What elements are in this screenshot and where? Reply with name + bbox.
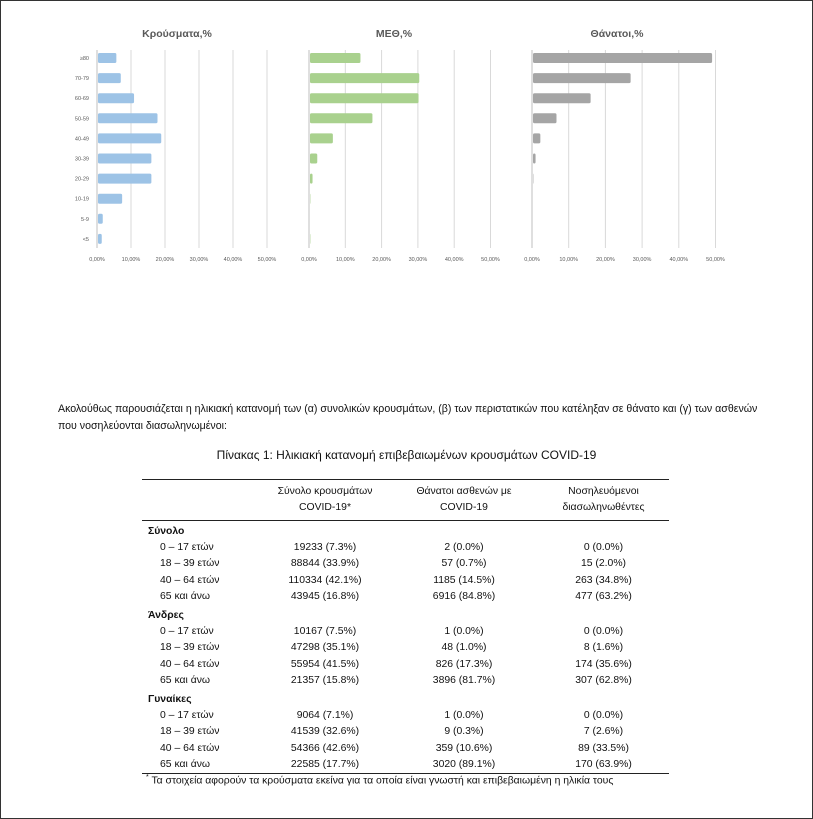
age-group-cell: 18 – 39 ετών <box>160 726 220 738</box>
bar <box>310 133 333 143</box>
value-cell: 2 (0.0%) <box>444 542 484 554</box>
age-group-cell: 40 – 64 ετών <box>160 658 220 670</box>
value-cell: 0 (0.0%) <box>583 542 624 554</box>
y-tick-label: 5-9 <box>81 216 89 223</box>
group-row <box>142 689 669 707</box>
footnote: * Τα στοιχεία αφορούν τα κρούσματα εκείνα για τα οποία είναι γνωστή και επιβεβαιωμένη η ηλικία τους <box>146 774 614 787</box>
col-header-deaths: Θάνατοι ασθενών με COVID-19 <box>416 486 512 513</box>
table-row <box>142 740 669 756</box>
bar <box>98 234 102 244</box>
age-distribution-charts <box>0 0 813 280</box>
value-cell: 307 (62.8%) <box>575 675 632 687</box>
bar <box>98 113 158 123</box>
value-cell: 54366 (42.6%) <box>290 742 360 754</box>
value-cell: 826 (17.3%) <box>435 658 493 670</box>
bar <box>310 154 317 164</box>
y-tick-label: 30-39 <box>74 156 89 163</box>
x-tick-label: 50,00% <box>481 257 500 263</box>
age-group-cell: 65 και άνω <box>160 675 211 687</box>
value-cell: 41539 (32.6%) <box>290 726 360 738</box>
bar <box>98 73 121 83</box>
table-row <box>142 673 669 689</box>
value-cell: 477 (63.2%) <box>575 591 632 603</box>
age-group-cell: 40 – 64 ετών <box>160 574 220 586</box>
age-group-cell: 40 – 64 ετών <box>160 742 220 754</box>
value-cell: 48 (1.0%) <box>441 642 487 654</box>
chart-title: Κρούσματα,% <box>142 28 212 40</box>
x-tick-label: 10,00% <box>335 257 355 263</box>
value-cell: 15 (2.0%) <box>580 558 627 570</box>
value-cell: 9064 (7.1%) <box>296 709 354 721</box>
value-cell: 9 (0.3%) <box>444 726 484 738</box>
value-cell: 3896 (81.7%) <box>432 675 496 687</box>
intro-paragraph: Ακολούθως παρουσιάζεται η ηλικιακή κατανομή των (α) συνολικών κρουσμάτων, (β) των περιστατικών που κατέληξαν σε θάνατο και (γ) των ασθενών που νοσηλεύονται διασωληνωμένοι: <box>58 403 758 432</box>
x-tick-label: 30,00% <box>189 257 209 263</box>
bar <box>533 113 556 123</box>
y-tick-label: 50-59 <box>74 116 89 123</box>
bar <box>533 53 712 63</box>
bar <box>98 53 116 63</box>
y-tick-label: 20-29 <box>74 176 89 183</box>
y-tick-label: 10-19 <box>74 196 89 203</box>
bar <box>98 93 134 103</box>
x-tick-label: 10,00% <box>121 257 141 263</box>
bar <box>98 194 122 204</box>
value-cell: 7 (2.6%) <box>583 726 624 738</box>
value-cell: 47298 (35.1%) <box>290 642 360 654</box>
x-tick-label: 20,00% <box>372 257 391 263</box>
y-tick-label: 60-69 <box>74 96 89 103</box>
value-cell: 57 (0.7%) <box>441 558 487 570</box>
table-row <box>142 724 669 740</box>
table-row <box>142 707 669 723</box>
col-header-cases: Σύνολο κρουσμάτων COVID-19* <box>277 486 373 513</box>
value-cell: 263 (34.8%) <box>575 574 632 586</box>
age-group-cell: 0 – 17 ετών <box>160 709 214 721</box>
bar <box>533 93 591 103</box>
table-row <box>142 756 669 773</box>
bar <box>310 73 419 83</box>
bar <box>310 113 372 123</box>
value-cell: 1185 (14.5%) <box>433 574 495 586</box>
bar <box>310 53 360 63</box>
x-tick-label: 40,00% <box>444 257 464 263</box>
chart-title: Θάνατοι,% <box>590 28 644 40</box>
table-row <box>142 556 669 572</box>
value-cell: 170 (63.9%) <box>575 759 632 771</box>
x-tick-label: 30,00% <box>408 257 428 263</box>
table-row <box>142 640 669 656</box>
age-group-cell: 65 και άνω <box>160 591 211 603</box>
value-cell: 88844 (33.9%) <box>290 558 360 570</box>
value-cell: 359 (10.6%) <box>435 742 493 754</box>
value-cell: 19233 (7.3%) <box>293 542 357 554</box>
bar <box>98 174 151 184</box>
bar <box>310 93 419 103</box>
y-tick-label: ≥80 <box>79 56 89 62</box>
table-row <box>142 623 669 639</box>
table-row <box>142 656 669 672</box>
value-cell: 3020 (89.1%) <box>432 759 496 771</box>
x-tick-label: 10,00% <box>559 257 579 263</box>
table-header-row <box>142 480 669 521</box>
bar <box>98 154 151 164</box>
bar <box>98 214 103 224</box>
chart-title: ΜΕΘ,% <box>375 28 413 40</box>
table-row <box>142 539 669 555</box>
value-cell: 89 (33.5%) <box>578 742 629 754</box>
age-distribution-table <box>142 479 669 774</box>
y-tick-label: 40-49 <box>74 136 89 143</box>
x-tick-label: 50,00% <box>257 257 277 263</box>
age-group-cell: 65 και άνω <box>160 759 211 771</box>
group-row <box>142 521 669 540</box>
x-tick-label: 20,00% <box>596 257 615 263</box>
age-group-cell: 18 – 39 ετών <box>160 558 220 570</box>
group-row <box>142 605 669 623</box>
age-group-cell: 0 – 17 ετών <box>160 542 214 554</box>
value-cell: 8 (1.6%) <box>583 642 624 654</box>
table-row <box>142 589 669 605</box>
table-caption: Πίνακας 1: Ηλικιακή κατανομή επιβεβαιωμένων κρουσμάτων COVID-19 <box>216 448 597 462</box>
value-cell: 110334 (42.1%) <box>288 574 362 586</box>
value-cell: 1 (0.0%) <box>444 626 484 638</box>
bar <box>533 73 631 83</box>
value-cell: 22585 (17.7%) <box>290 759 360 771</box>
value-cell: 55954 (41.5%) <box>290 658 360 670</box>
x-tick-label: 30,00% <box>632 257 652 263</box>
x-tick-label: 50,00% <box>706 257 725 263</box>
value-cell: 1 (0.0%) <box>444 709 484 721</box>
group-label: Άνδρες <box>148 609 184 621</box>
value-cell: 174 (35.6%) <box>575 658 632 670</box>
y-tick-label: 70-79 <box>74 76 89 83</box>
group-label: Γυναίκες <box>148 693 192 705</box>
bar <box>98 133 161 143</box>
value-cell: 0 (0.0%) <box>583 626 624 638</box>
bar <box>310 174 313 184</box>
x-tick-label: 40,00% <box>223 257 243 263</box>
value-cell: 43945 (16.8%) <box>290 591 360 603</box>
x-tick-label: 0,00% <box>301 257 317 263</box>
bar <box>533 133 540 143</box>
table-row <box>142 572 669 588</box>
group-label: Σύνολο <box>148 525 185 537</box>
bar <box>533 154 536 164</box>
x-tick-label: 20,00% <box>155 257 175 263</box>
x-tick-label: 0,00% <box>89 257 105 263</box>
age-group-cell: 0 – 17 ετών <box>160 626 214 638</box>
value-cell: 10167 (7.5%) <box>293 626 357 638</box>
age-group-cell: 18 – 39 ετών <box>160 642 220 654</box>
col-header-intubated: Νοσηλευόμενοι διασωληνωθέντες <box>562 486 645 513</box>
value-cell: 0 (0.0%) <box>583 709 624 721</box>
x-tick-label: 40,00% <box>669 257 689 263</box>
x-tick-label: 0,00% <box>524 257 540 263</box>
value-cell: 21357 (15.8%) <box>290 675 360 687</box>
value-cell: 6916 (84.8%) <box>432 591 496 603</box>
y-tick-label: <5 <box>82 236 89 243</box>
